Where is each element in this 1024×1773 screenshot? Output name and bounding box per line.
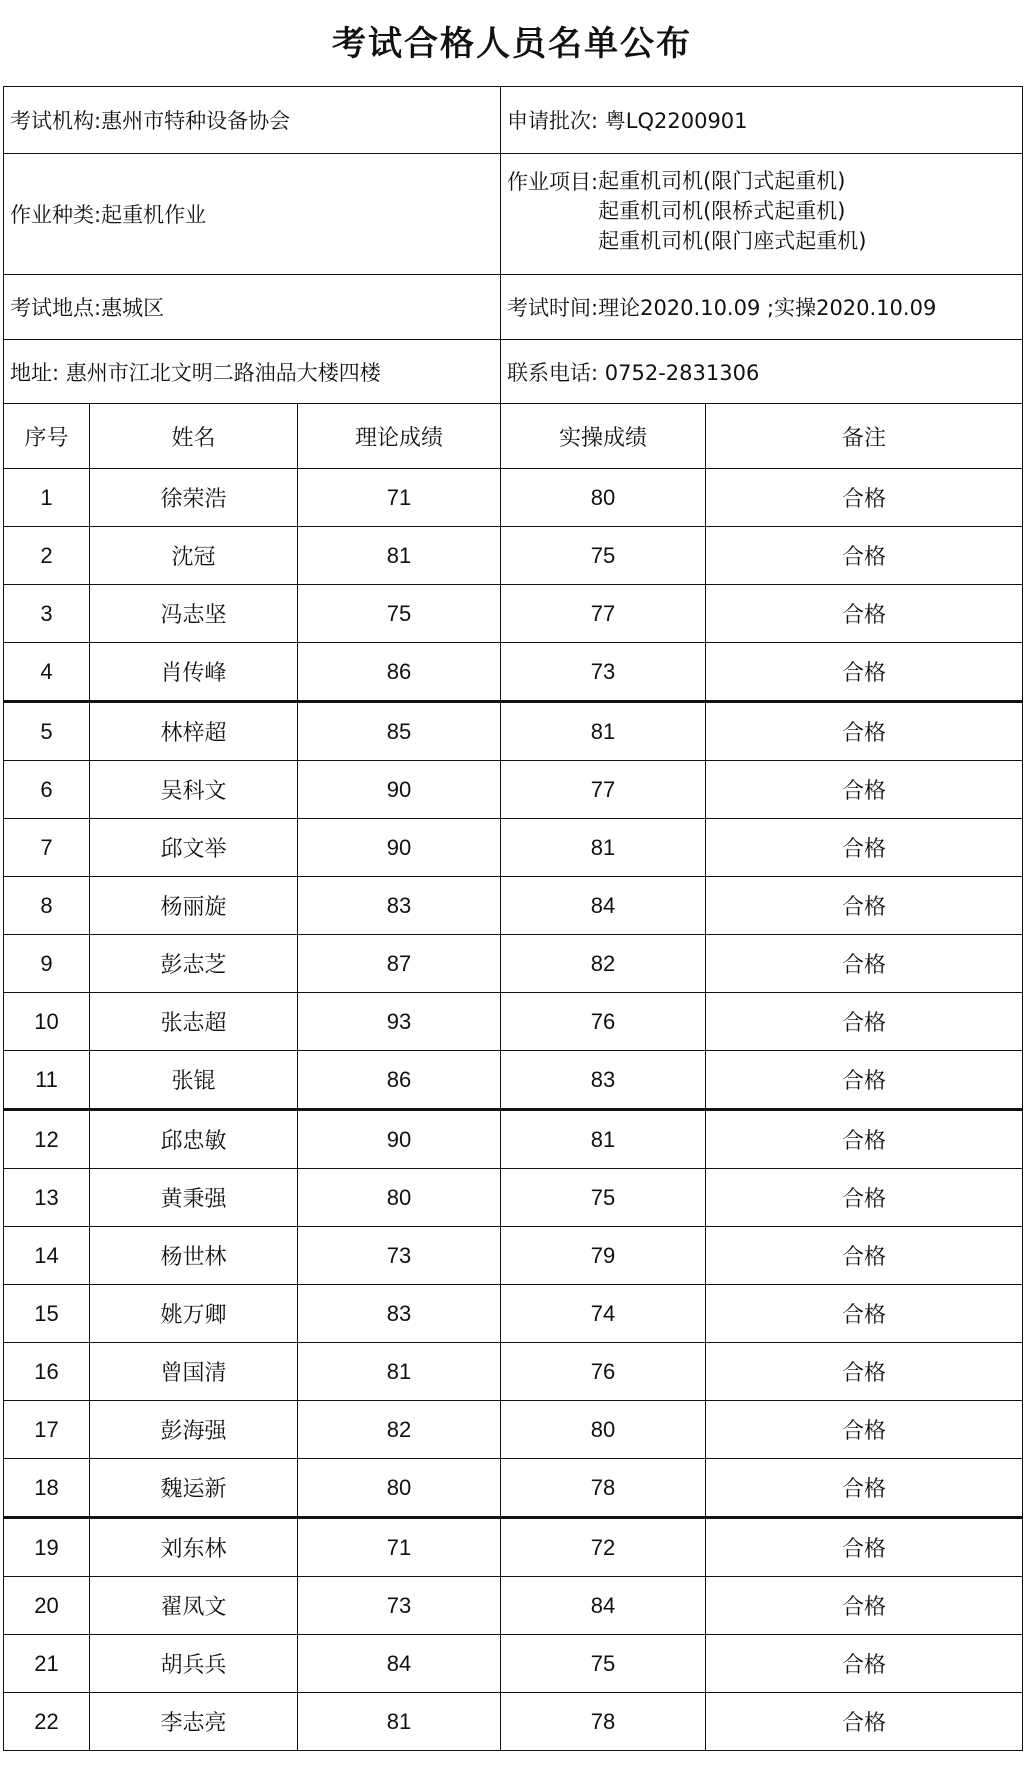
- cell-practice-score: 75: [501, 1635, 706, 1693]
- cell-remark: 合格: [706, 819, 1023, 877]
- cell-theory-score: 80: [298, 1169, 501, 1227]
- table-row: [4, 1343, 1023, 1401]
- cell-theory-score: 81: [298, 1693, 501, 1751]
- cell-practice-score: 81: [501, 702, 706, 761]
- cell-no: 5: [4, 702, 90, 761]
- work-projects-label: 作业项目:: [507, 170, 599, 194]
- cell-remark: 合格: [706, 761, 1023, 819]
- table-row: [4, 702, 1023, 761]
- cell-name: 杨丽旋: [90, 877, 298, 935]
- cell-no: 16: [4, 1343, 90, 1401]
- cell-theory-score: 82: [298, 1401, 501, 1459]
- work-category: 作业种类:起重机作业: [4, 154, 501, 275]
- cell-remark: 合格: [706, 1227, 1023, 1285]
- column-header-no: 序号: [4, 404, 90, 469]
- cell-remark: 合格: [706, 877, 1023, 935]
- table-row: [4, 1401, 1023, 1459]
- column-header-theory: 理论成绩: [298, 404, 501, 469]
- cell-practice-score: 75: [501, 1169, 706, 1227]
- cell-remark: 合格: [706, 643, 1023, 702]
- cell-theory-score: 81: [298, 1343, 501, 1401]
- table-row: [4, 877, 1023, 935]
- column-header-practice: 实操成绩: [501, 404, 706, 469]
- cell-no: 22: [4, 1693, 90, 1751]
- work-project-item: 起重机司机(限门式起重机): [598, 169, 846, 193]
- cell-remark: 合格: [706, 935, 1023, 993]
- cell-theory-score: 87: [298, 935, 501, 993]
- cell-name: 邱忠敏: [90, 1110, 298, 1169]
- table-row: [4, 1051, 1023, 1110]
- cell-name: 彭志芝: [90, 935, 298, 993]
- cell-theory-score: 90: [298, 761, 501, 819]
- cell-name: 肖传峰: [90, 643, 298, 702]
- table-row: [4, 761, 1023, 819]
- table-row: [4, 1693, 1023, 1751]
- table-row: [4, 993, 1023, 1051]
- cell-theory-score: 83: [298, 877, 501, 935]
- work-project-item: 起重机司机(限桥式起重机): [598, 199, 846, 223]
- cell-no: 19: [4, 1518, 90, 1577]
- cell-theory-score: 86: [298, 643, 501, 702]
- cell-name: 冯志坚: [90, 585, 298, 643]
- table-row: [4, 1635, 1023, 1693]
- exam-institution: 考试机构:惠州市特种设备协会: [4, 87, 501, 154]
- cell-practice-score: 80: [501, 469, 706, 527]
- cell-remark: 合格: [706, 1518, 1023, 1577]
- table-row: [4, 1110, 1023, 1169]
- table-row: [4, 1169, 1023, 1227]
- cell-name: 张志超: [90, 993, 298, 1051]
- cell-name: 吴科文: [90, 761, 298, 819]
- cell-practice-score: 78: [501, 1693, 706, 1751]
- table-row: [4, 1518, 1023, 1577]
- table-row: [4, 1577, 1023, 1635]
- cell-remark: 合格: [706, 1169, 1023, 1227]
- cell-remark: 合格: [706, 527, 1023, 585]
- cell-practice-score: 76: [501, 993, 706, 1051]
- cell-practice-score: 75: [501, 527, 706, 585]
- cell-remark: 合格: [706, 1577, 1023, 1635]
- exam-location: 考试地点:惠城区: [4, 275, 501, 340]
- cell-practice-score: 80: [501, 1401, 706, 1459]
- cell-name: 翟凤文: [90, 1577, 298, 1635]
- cell-remark: 合格: [706, 1635, 1023, 1693]
- cell-theory-score: 85: [298, 702, 501, 761]
- column-header-remark: 备注: [706, 404, 1023, 469]
- table-row: [4, 469, 1023, 527]
- cell-practice-score: 72: [501, 1518, 706, 1577]
- cell-theory-score: 90: [298, 1110, 501, 1169]
- cell-no: 6: [4, 761, 90, 819]
- table-header-row: [4, 404, 1023, 469]
- cell-no: 2: [4, 527, 90, 585]
- cell-practice-score: 74: [501, 1285, 706, 1343]
- cell-theory-score: 93: [298, 993, 501, 1051]
- cell-name: 魏运新: [90, 1459, 298, 1518]
- cell-practice-score: 84: [501, 877, 706, 935]
- cell-remark: 合格: [706, 1401, 1023, 1459]
- info-row: [4, 340, 1023, 404]
- cell-name: 李志亮: [90, 1693, 298, 1751]
- cell-theory-score: 84: [298, 1635, 501, 1693]
- cell-remark: 合格: [706, 702, 1023, 761]
- cell-remark: 合格: [706, 993, 1023, 1051]
- cell-name: 彭海强: [90, 1401, 298, 1459]
- cell-no: 1: [4, 469, 90, 527]
- cell-theory-score: 83: [298, 1285, 501, 1343]
- column-header-name: 姓名: [90, 404, 298, 469]
- cell-remark: 合格: [706, 1285, 1023, 1343]
- cell-no: 10: [4, 993, 90, 1051]
- cell-no: 15: [4, 1285, 90, 1343]
- cell-remark: 合格: [706, 1693, 1023, 1751]
- cell-no: 8: [4, 877, 90, 935]
- cell-name: 林梓超: [90, 702, 298, 761]
- cell-remark: 合格: [706, 469, 1023, 527]
- roster-table: [3, 86, 1023, 1751]
- contact-phone: 联系电话: 0752-2831306: [501, 340, 1023, 404]
- cell-remark: 合格: [706, 1051, 1023, 1110]
- cell-name: 杨世林: [90, 1227, 298, 1285]
- table-row: [4, 585, 1023, 643]
- cell-practice-score: 78: [501, 1459, 706, 1518]
- cell-remark: 合格: [706, 1110, 1023, 1169]
- table-body: [4, 469, 1023, 1751]
- cell-practice-score: 76: [501, 1343, 706, 1401]
- table-row: [4, 1227, 1023, 1285]
- document-title: 考试合格人员名单公布: [332, 24, 692, 64]
- cell-no: 18: [4, 1459, 90, 1518]
- cell-remark: 合格: [706, 1459, 1023, 1518]
- table-row: [4, 1459, 1023, 1518]
- cell-no: 9: [4, 935, 90, 993]
- cell-theory-score: 80: [298, 1459, 501, 1518]
- cell-name: 刘东林: [90, 1518, 298, 1577]
- cell-no: 13: [4, 1169, 90, 1227]
- cell-theory-score: 71: [298, 469, 501, 527]
- cell-name: 沈冠: [90, 527, 298, 585]
- cell-practice-score: 73: [501, 643, 706, 702]
- cell-name: 姚万卿: [90, 1285, 298, 1343]
- cell-no: 3: [4, 585, 90, 643]
- table-row: [4, 1285, 1023, 1343]
- cell-name: 胡兵兵: [90, 1635, 298, 1693]
- cell-name: 邱文举: [90, 819, 298, 877]
- cell-practice-score: 83: [501, 1051, 706, 1110]
- cell-practice-score: 77: [501, 761, 706, 819]
- table-row: [4, 643, 1023, 702]
- cell-theory-score: 71: [298, 1518, 501, 1577]
- cell-name: 黄秉强: [90, 1169, 298, 1227]
- cell-practice-score: 82: [501, 935, 706, 993]
- table-row: [4, 819, 1023, 877]
- exam-time: 考试时间:理论2020.10.09 ;实操2020.10.09: [501, 275, 1023, 340]
- cell-no: 4: [4, 643, 90, 702]
- table-row: [4, 527, 1023, 585]
- table-row: [4, 935, 1023, 993]
- work-project-item: 起重机司机(限门座式起重机): [598, 229, 867, 253]
- work-projects: [501, 154, 1023, 275]
- info-row: [4, 275, 1023, 340]
- cell-theory-score: 86: [298, 1051, 501, 1110]
- cell-no: 17: [4, 1401, 90, 1459]
- application-batch: 申请批次: 粤LQ2200901: [501, 87, 1023, 154]
- cell-name: 张锟: [90, 1051, 298, 1110]
- cell-practice-score: 81: [501, 1110, 706, 1169]
- info-row: [4, 87, 1023, 154]
- cell-theory-score: 81: [298, 527, 501, 585]
- info-row: [4, 154, 1023, 275]
- cell-remark: 合格: [706, 585, 1023, 643]
- cell-theory-score: 90: [298, 819, 501, 877]
- cell-remark: 合格: [706, 1343, 1023, 1401]
- cell-name: 徐荣浩: [90, 469, 298, 527]
- cell-practice-score: 84: [501, 1577, 706, 1635]
- cell-practice-score: 81: [501, 819, 706, 877]
- cell-no: 21: [4, 1635, 90, 1693]
- cell-no: 7: [4, 819, 90, 877]
- cell-no: 14: [4, 1227, 90, 1285]
- cell-no: 11: [4, 1051, 90, 1110]
- cell-no: 12: [4, 1110, 90, 1169]
- cell-practice-score: 77: [501, 585, 706, 643]
- cell-no: 20: [4, 1577, 90, 1635]
- cell-name: 曾国清: [90, 1343, 298, 1401]
- cell-theory-score: 73: [298, 1227, 501, 1285]
- cell-theory-score: 75: [298, 585, 501, 643]
- cell-practice-score: 79: [501, 1227, 706, 1285]
- address: 地址: 惠州市江北文明二路油品大楼四楼: [4, 340, 501, 404]
- cell-theory-score: 73: [298, 1577, 501, 1635]
